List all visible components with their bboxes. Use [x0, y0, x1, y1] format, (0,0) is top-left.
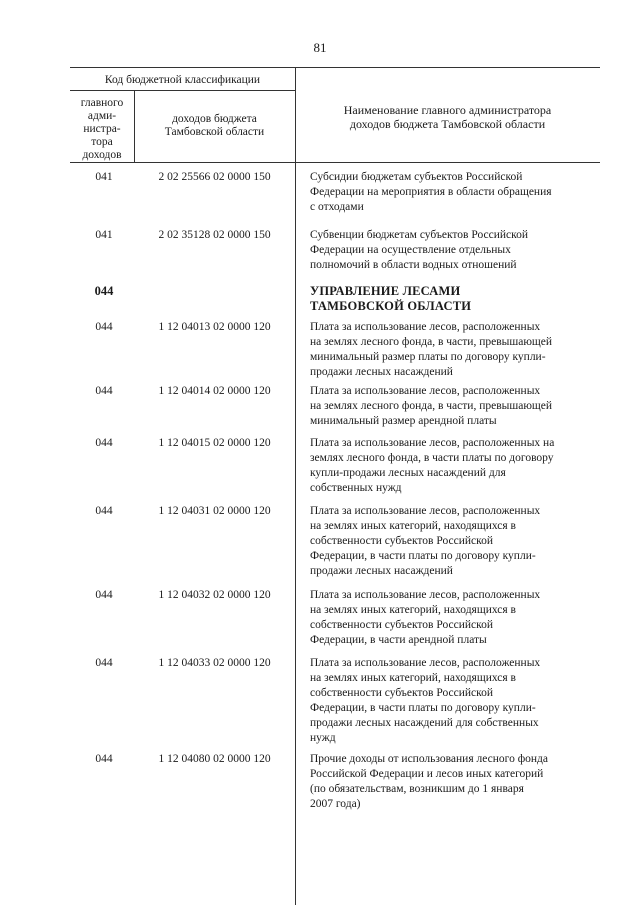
income-name: [310, 588, 588, 648]
name-line: (по обязательствам, возникшим до 1 января: [310, 783, 524, 795]
name-line: УПРАВЛЕНИЕ ЛЕСАМИ: [310, 284, 461, 298]
header-bottom-border: [70, 162, 600, 163]
name-line: ТАМБОВСКОЙ ОБЛАСТИ: [310, 299, 472, 313]
admin-header-line: адми-: [87, 110, 117, 122]
admin-column-header: [70, 97, 134, 162]
name-line: Плата за использование лесов, расположенных на: [310, 437, 555, 449]
name-line: продажи лесных насаждений для собственных: [310, 717, 539, 729]
admin-header-line: доходов: [82, 149, 122, 161]
name-line: Федерации, в части платы по договору купли-: [310, 702, 536, 714]
name-line: продажи лесных насаждений: [310, 565, 453, 577]
admin-code: 044: [95, 505, 113, 517]
name-line: Российской Федерации и лесов иных категорий: [310, 768, 544, 780]
income-name: [310, 170, 588, 215]
name-line: купли-продажи лесных насаждений для: [310, 467, 506, 479]
name-line: Плата за использование лесов, расположенных: [310, 657, 541, 669]
name-line: полномочий в области водных отношений: [310, 259, 517, 271]
income-name: [310, 436, 588, 496]
income-name: [310, 228, 588, 273]
income-name: [310, 320, 588, 380]
name-line: Плата за использование лесов, расположенных: [310, 385, 541, 397]
name-column-header: [295, 103, 600, 131]
name-line: на землях иных категорий, находящихся в: [310, 520, 516, 532]
name-line: нужд: [310, 732, 336, 744]
name-line: Прочие доходы от использования лесного фонда: [310, 753, 549, 765]
name-line: на землях лесного фонда, в части, превышающей: [310, 336, 553, 348]
income-code: 2 02 25566 02 0000 150: [158, 171, 271, 183]
admin-code: 044: [95, 589, 113, 601]
name-line: Федерации на мероприятия в области обращения: [310, 186, 552, 198]
income-name: [310, 384, 588, 429]
name-line: Плата за использование лесов, расположенных: [310, 505, 541, 517]
admin-code: 044: [95, 437, 113, 449]
admin-header-line: главного: [80, 97, 124, 109]
income-code: 2 02 35128 02 0000 150: [158, 229, 271, 241]
income-code: 1 12 04032 02 0000 120: [158, 589, 271, 601]
admin-header-line: нистра-: [83, 123, 121, 135]
table-top-border: [70, 67, 600, 68]
name-line: 2007 года): [310, 798, 361, 810]
name-header-line: Наименование главного администратора: [343, 103, 552, 117]
name-line: на землях иных категорий, находящихся в: [310, 672, 516, 684]
income-column-header: [134, 113, 295, 139]
name-line: Плата за использование лесов, расположенных: [310, 321, 541, 333]
admin-code: 041: [95, 171, 113, 183]
name-header-line: доходов бюджета Тамбовской области: [349, 117, 546, 131]
admin-code: 044: [95, 753, 113, 765]
admin-header-line: тора: [91, 136, 113, 148]
income-code: 1 12 04031 02 0000 120: [158, 505, 271, 517]
name-line: продажи лесных насаждений: [310, 366, 453, 378]
income-code: 1 12 04015 02 0000 120: [158, 437, 271, 449]
name-line: собственности субъектов Российской: [310, 535, 494, 547]
kbk-group-header: Код бюджетной классификации: [104, 74, 261, 86]
admin-code: 044: [95, 321, 113, 333]
name-line: с отходами: [310, 201, 364, 213]
page-number: 81: [313, 40, 327, 55]
name-line: на землях лесного фонда, в части, превышающей: [310, 400, 553, 412]
income-code: 1 12 04080 02 0000 120: [158, 753, 271, 765]
income-header-line: Тамбовской области: [164, 126, 265, 138]
name-line: минимальный размер арендной платы: [310, 415, 497, 427]
name-line: собственных нужд: [310, 482, 402, 494]
section-heading: [310, 284, 588, 314]
admin-code: 044: [95, 385, 113, 397]
name-line: Федерации, в части арендной платы: [310, 634, 487, 646]
admin-code: 041: [95, 229, 113, 241]
name-line: Федерации на осуществление отдельных: [310, 244, 511, 256]
name-line: Федерации, в части платы по договору купли-: [310, 550, 536, 562]
income-name: [310, 504, 588, 579]
name-line: на землях иных категорий, находящихся в: [310, 604, 516, 616]
income-code: 1 12 04014 02 0000 120: [158, 385, 271, 397]
admin-code: 044: [95, 657, 113, 669]
name-line: землях лесного фонда, в части платы по договору: [310, 452, 554, 464]
income-header-line: доходов бюджета: [172, 113, 257, 125]
name-line: Субвенции бюджетам субъектов Российской: [310, 229, 529, 241]
kbk-group-divider: [70, 90, 295, 91]
name-line: собственности субъектов Российской: [310, 687, 494, 699]
name-column-divider: [295, 67, 296, 905]
name-line: минимальный размер платы по договору купли-: [310, 351, 546, 363]
name-line: собственности субъектов Российской: [310, 619, 494, 631]
admin-code: 044: [94, 284, 114, 298]
income-code: 1 12 04033 02 0000 120: [158, 657, 271, 669]
name-line: Субсидии бюджетам субъектов Российской: [310, 171, 523, 183]
income-code: 1 12 04013 02 0000 120: [158, 321, 271, 333]
income-name: [310, 752, 588, 812]
name-line: Плата за использование лесов, расположенных: [310, 589, 541, 601]
income-name: [310, 656, 588, 746]
